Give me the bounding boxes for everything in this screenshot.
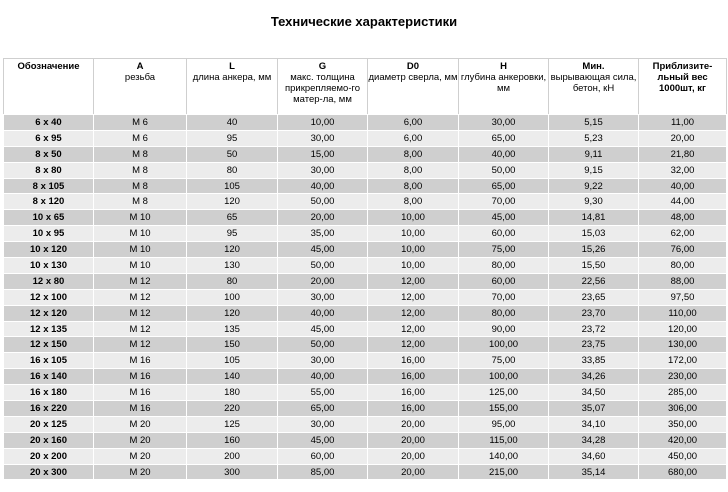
table-cell: 6,00 (368, 115, 459, 131)
table-cell: 65 (187, 210, 278, 226)
page-title: Технические характеристики (270, 14, 458, 29)
table-cell: 230,00 (639, 369, 727, 385)
table-cell: 35,07 (549, 401, 639, 417)
table-cell: 40,00 (278, 305, 368, 321)
table-cell: 50,00 (278, 258, 368, 274)
row-designation: 16 x 220 (4, 401, 94, 417)
table-row (4, 242, 727, 258)
table-cell: 30,00 (278, 416, 368, 432)
table-cell: 22,56 (549, 273, 639, 289)
table-cell: 220 (187, 401, 278, 417)
column-header (639, 59, 727, 115)
row-designation: 20 x 200 (4, 448, 94, 464)
table-cell: 110,00 (639, 305, 727, 321)
table-body (4, 115, 727, 480)
row-designation: 10 x 95 (4, 226, 94, 242)
table-cell: M 10 (94, 242, 187, 258)
table-cell: 8,00 (368, 194, 459, 210)
table-cell: 88,00 (639, 273, 727, 289)
table-cell: 130,00 (639, 337, 727, 353)
table-cell: 60,00 (459, 273, 549, 289)
table-cell: 95 (187, 130, 278, 146)
table-cell: 8,00 (368, 146, 459, 162)
table-cell: 120,00 (639, 321, 727, 337)
table-cell: 23,70 (549, 305, 639, 321)
table-cell: 62,00 (639, 226, 727, 242)
table-cell: M 12 (94, 337, 187, 353)
table-cell: 23,75 (549, 337, 639, 353)
table-cell: 30,00 (278, 130, 368, 146)
table-cell: M 20 (94, 464, 187, 480)
column-header (94, 59, 187, 115)
table-cell: 15,50 (549, 258, 639, 274)
table-cell: 200 (187, 448, 278, 464)
table-row (4, 178, 727, 194)
row-designation: 20 x 300 (4, 464, 94, 480)
table-cell: 20,00 (368, 416, 459, 432)
specifications-table (3, 58, 727, 480)
table-cell: M 12 (94, 273, 187, 289)
table-cell: 120 (187, 305, 278, 321)
column-header (368, 59, 459, 115)
table-cell: 680,00 (639, 464, 727, 480)
table-row (4, 337, 727, 353)
table-cell: 10,00 (368, 258, 459, 274)
row-designation: 10 x 120 (4, 242, 94, 258)
table-row (4, 432, 727, 448)
table-row (4, 416, 727, 432)
table-cell: 140 (187, 369, 278, 385)
row-designation: 10 x 130 (4, 258, 94, 274)
table-cell: 30,00 (278, 162, 368, 178)
table-cell: 172,00 (639, 353, 727, 369)
table-cell: 9,30 (549, 194, 639, 210)
table-cell: 125 (187, 416, 278, 432)
table-cell: M 10 (94, 226, 187, 242)
table-cell: 125,00 (459, 385, 549, 401)
table-cell: 155,00 (459, 401, 549, 417)
table-cell: 12,00 (368, 337, 459, 353)
table-cell: M 8 (94, 178, 187, 194)
table-row (4, 448, 727, 464)
table-header (4, 59, 727, 115)
table-cell: 30,00 (278, 289, 368, 305)
column-header (4, 59, 94, 115)
table-cell: M 6 (94, 130, 187, 146)
row-designation: 10 x 65 (4, 210, 94, 226)
table-cell: 80,00 (639, 258, 727, 274)
column-header-label: Приблизите-льный вес 1000шт, кг (652, 61, 713, 94)
table-cell: 420,00 (639, 432, 727, 448)
table-cell: 6,00 (368, 130, 459, 146)
table-cell: M 10 (94, 210, 187, 226)
table-cell: 8,00 (368, 178, 459, 194)
table-cell: 45,00 (278, 321, 368, 337)
table-cell: 48,00 (639, 210, 727, 226)
table-cell: 95,00 (459, 416, 549, 432)
table-cell: 40,00 (459, 146, 549, 162)
table-cell: 350,00 (639, 416, 727, 432)
table-row (4, 401, 727, 417)
column-header-label: Обозначение (17, 61, 80, 72)
table-cell: 80,00 (459, 258, 549, 274)
table-cell: 23,72 (549, 321, 639, 337)
table-cell: 70,00 (459, 289, 549, 305)
table-row (4, 194, 727, 210)
table-cell: 21,80 (639, 146, 727, 162)
table-cell: 16,00 (368, 369, 459, 385)
table-cell: 450,00 (639, 448, 727, 464)
table-cell: 306,00 (639, 401, 727, 417)
table-cell: M 16 (94, 369, 187, 385)
table-cell: M 8 (94, 162, 187, 178)
table-cell: 34,50 (549, 385, 639, 401)
table-row (4, 385, 727, 401)
column-header-subtitle: резьба (124, 72, 156, 83)
row-designation: 16 x 140 (4, 369, 94, 385)
table-cell: 11,00 (639, 115, 727, 131)
table-cell: 20,00 (278, 210, 368, 226)
column-header-label: H (500, 61, 507, 72)
table-cell: 12,00 (368, 273, 459, 289)
table-cell: M 20 (94, 448, 187, 464)
table-cell: 65,00 (459, 130, 549, 146)
table-cell: 16,00 (368, 353, 459, 369)
column-header (459, 59, 549, 115)
table-row (4, 258, 727, 274)
table-cell: 35,00 (278, 226, 368, 242)
table-cell: M 8 (94, 146, 187, 162)
table-row (4, 273, 727, 289)
table-cell: 130 (187, 258, 278, 274)
table-cell: 40 (187, 115, 278, 131)
table-cell: 100,00 (459, 337, 549, 353)
table-cell: 5,15 (549, 115, 639, 131)
table-row (4, 115, 727, 131)
table-cell: M 16 (94, 385, 187, 401)
table-cell: 135 (187, 321, 278, 337)
table-cell: 45,00 (278, 432, 368, 448)
table-cell: 20,00 (278, 273, 368, 289)
table-row (4, 289, 727, 305)
table-cell: M 12 (94, 289, 187, 305)
column-header-subtitle: глубина анкеровки, мм (460, 72, 547, 94)
table-cell: 12,00 (368, 321, 459, 337)
table-cell: 65,00 (459, 178, 549, 194)
table-cell: 44,00 (639, 194, 727, 210)
table-cell: 20,00 (368, 464, 459, 480)
table-cell: 95 (187, 226, 278, 242)
row-designation: 8 x 50 (4, 146, 94, 162)
table-cell: M 20 (94, 416, 187, 432)
row-designation: 16 x 105 (4, 353, 94, 369)
table-cell: 9,11 (549, 146, 639, 162)
row-designation: 12 x 135 (4, 321, 94, 337)
table-cell: 50,00 (459, 162, 549, 178)
table-cell: 285,00 (639, 385, 727, 401)
table-cell: 40,00 (278, 178, 368, 194)
column-header-subtitle: макс. толщина прикрепляемо-го матер-ла, мм (284, 72, 361, 105)
table-cell: 70,00 (459, 194, 549, 210)
table-cell: 20,00 (639, 130, 727, 146)
table-cell: 80 (187, 273, 278, 289)
table-row (4, 146, 727, 162)
table-cell: 75,00 (459, 353, 549, 369)
table-cell: M 16 (94, 401, 187, 417)
table-cell: 15,26 (549, 242, 639, 258)
table-cell: 40,00 (278, 369, 368, 385)
column-header-label: G (318, 61, 327, 72)
table-cell: 45,00 (278, 242, 368, 258)
table-cell: M 6 (94, 115, 187, 131)
table-cell: 10,00 (278, 115, 368, 131)
table-cell: 50,00 (278, 194, 368, 210)
table-cell: 215,00 (459, 464, 549, 480)
table-cell: 100,00 (459, 369, 549, 385)
table-cell: 60,00 (278, 448, 368, 464)
row-designation: 8 x 80 (4, 162, 94, 178)
table-cell: 12,00 (368, 289, 459, 305)
column-header-subtitle: длина анкера, мм (192, 72, 272, 83)
table-cell: 80 (187, 162, 278, 178)
column-header (278, 59, 368, 115)
table-row (4, 321, 727, 337)
table-cell: 32,00 (639, 162, 727, 178)
table-cell: M 12 (94, 305, 187, 321)
table-cell: 85,00 (278, 464, 368, 480)
header-row (4, 59, 727, 115)
table-cell: 20,00 (368, 448, 459, 464)
table-cell: 45,00 (459, 210, 549, 226)
table-cell: 10,00 (368, 242, 459, 258)
table-cell: 15,03 (549, 226, 639, 242)
table-row (4, 226, 727, 242)
row-designation: 6 x 40 (4, 115, 94, 131)
table-cell: M 8 (94, 194, 187, 210)
row-designation: 12 x 150 (4, 337, 94, 353)
table-row (4, 162, 727, 178)
table-cell: 35,14 (549, 464, 639, 480)
table-cell: 65,00 (278, 401, 368, 417)
table-cell: 8,00 (368, 162, 459, 178)
table-cell: 9,22 (549, 178, 639, 194)
table-cell: 300 (187, 464, 278, 480)
column-header (187, 59, 278, 115)
table-row (4, 464, 727, 480)
table-cell: 40,00 (639, 178, 727, 194)
table-cell: 34,26 (549, 369, 639, 385)
table-cell: 16,00 (368, 385, 459, 401)
table-cell: 140,00 (459, 448, 549, 464)
table-row (4, 305, 727, 321)
table-cell: 10,00 (368, 210, 459, 226)
row-designation: 20 x 125 (4, 416, 94, 432)
table-cell: 30,00 (278, 353, 368, 369)
row-designation: 20 x 160 (4, 432, 94, 448)
table-cell: M 20 (94, 432, 187, 448)
table-cell: 150 (187, 337, 278, 353)
table-cell: 33,85 (549, 353, 639, 369)
row-designation: 6 x 95 (4, 130, 94, 146)
table-cell: 34,10 (549, 416, 639, 432)
column-header-subtitle: диаметр сверла, мм (368, 72, 458, 83)
table-cell: 105 (187, 353, 278, 369)
table-cell: 120 (187, 194, 278, 210)
table-cell: 5,23 (549, 130, 639, 146)
table-row (4, 130, 727, 146)
table-cell: 55,00 (278, 385, 368, 401)
column-header (549, 59, 639, 115)
table-row (4, 353, 727, 369)
table-cell: 30,00 (459, 115, 549, 131)
table-cell: 9,15 (549, 162, 639, 178)
table-cell: 20,00 (368, 432, 459, 448)
row-designation: 8 x 105 (4, 178, 94, 194)
table-cell: M 16 (94, 353, 187, 369)
table-cell: 50,00 (278, 337, 368, 353)
table-cell: 105 (187, 178, 278, 194)
column-header-subtitle: вырывающая сила, бетон, кН (550, 72, 637, 94)
table-cell: 60,00 (459, 226, 549, 242)
table-cell: 97,50 (639, 289, 727, 305)
table-cell: 90,00 (459, 321, 549, 337)
table-cell: M 12 (94, 321, 187, 337)
table-row (4, 210, 727, 226)
row-designation: 8 x 120 (4, 194, 94, 210)
table-cell: 100 (187, 289, 278, 305)
table-cell: 16,00 (368, 401, 459, 417)
table-cell: 15,00 (278, 146, 368, 162)
table-cell: 34,28 (549, 432, 639, 448)
row-designation: 12 x 100 (4, 289, 94, 305)
table-row (4, 369, 727, 385)
column-header-label: D0 (406, 61, 420, 72)
column-header-label: Мин. (582, 61, 605, 72)
table-cell: 14,81 (549, 210, 639, 226)
column-header-label: L (229, 61, 235, 72)
table-cell: 120 (187, 242, 278, 258)
table-cell: 23,65 (549, 289, 639, 305)
table-cell: 76,00 (639, 242, 727, 258)
row-designation: 16 x 180 (4, 385, 94, 401)
row-designation: 12 x 120 (4, 305, 94, 321)
table-cell: 50 (187, 146, 278, 162)
table-cell: 34,60 (549, 448, 639, 464)
table-cell: 10,00 (368, 226, 459, 242)
table-cell: 160 (187, 432, 278, 448)
row-designation: 12 x 80 (4, 273, 94, 289)
table-cell: 12,00 (368, 305, 459, 321)
table-cell: 115,00 (459, 432, 549, 448)
table-cell: M 10 (94, 258, 187, 274)
column-header-label: A (136, 61, 144, 72)
table-cell: 180 (187, 385, 278, 401)
table-cell: 80,00 (459, 305, 549, 321)
table-cell: 75,00 (459, 242, 549, 258)
